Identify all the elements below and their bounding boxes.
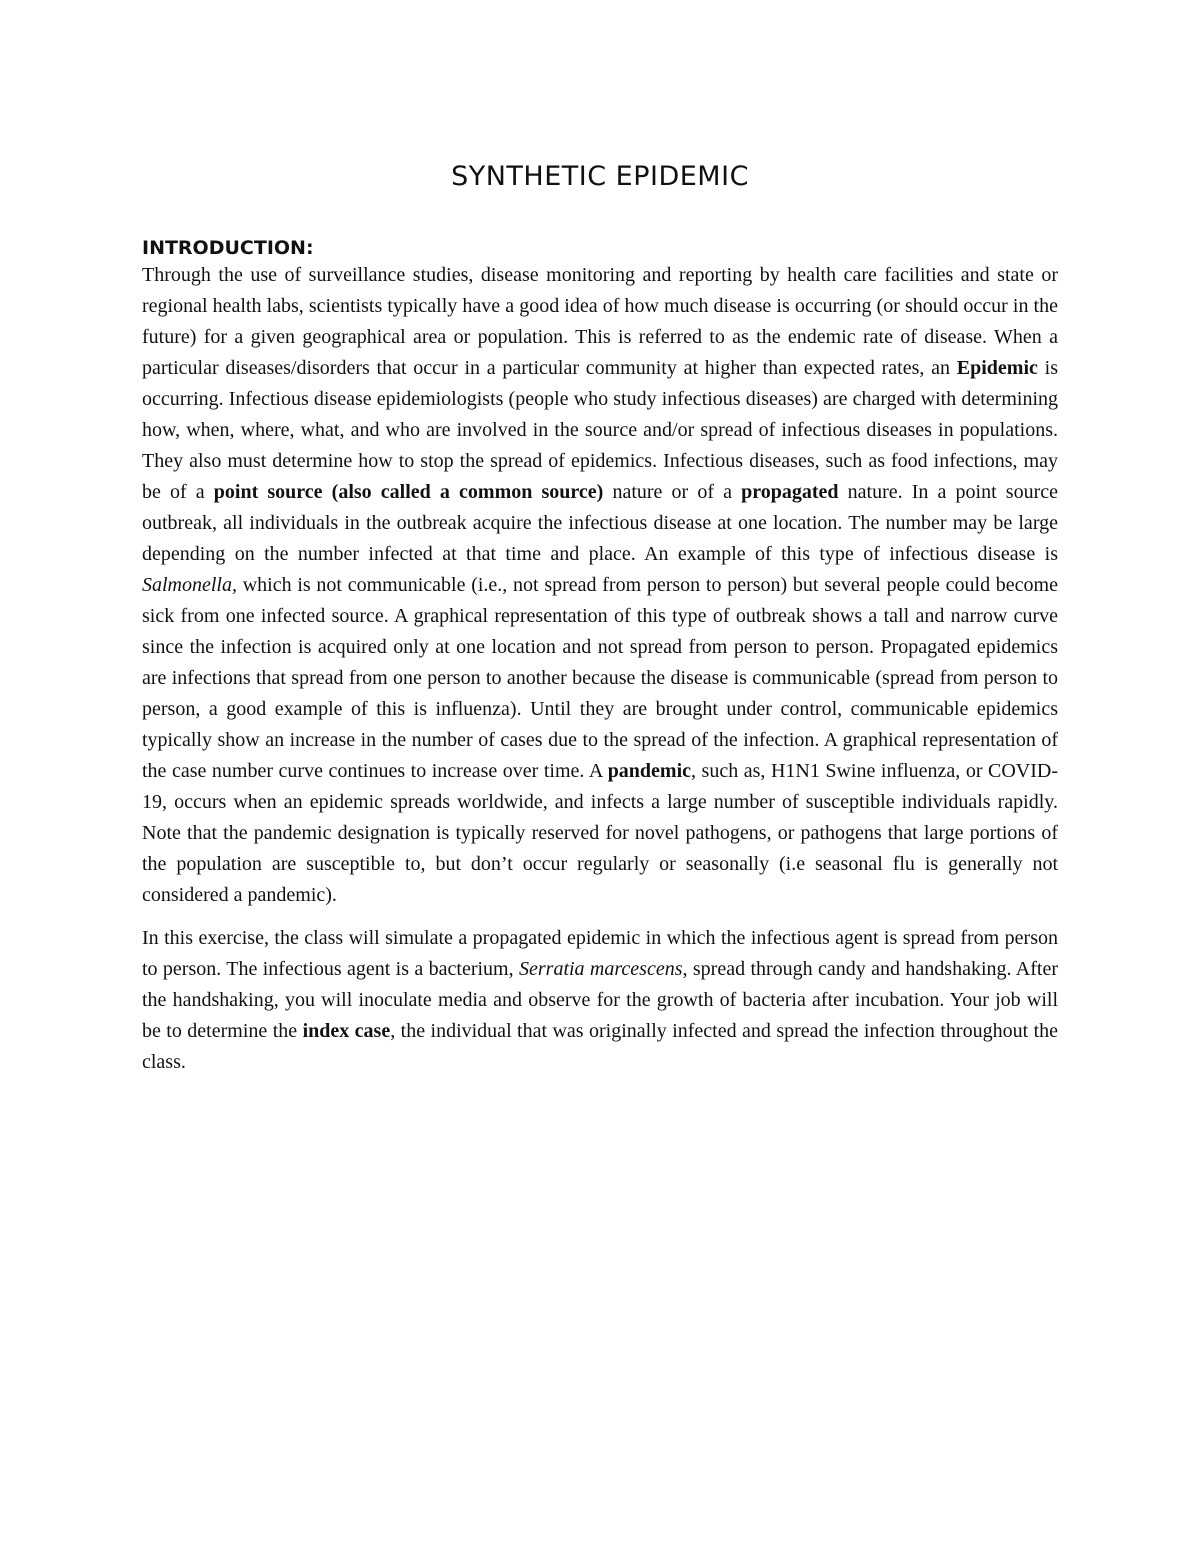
text-run: nature or of a [603, 481, 742, 503]
text-run: nature. In a point source outbreak, all individuals in the outbreak acquire the infectious disease at one location. The number may be large depending on the number infected at that time and place. An example of this type of infectious disease is [142, 481, 1058, 565]
bold-text-run: Epidemic [956, 357, 1038, 379]
italic-text-run: Salmonella, [142, 574, 237, 596]
page-title: SYNTHETIC EPIDEMIC [451, 161, 749, 192]
text-run: which is not communicable (i.e., not spread from person to person) but several people could become sick from one infected source. A graphical representation of this type of outbreak shows a tall and narrow curve since the infection is acquired only at one location and not spread from person to person. Propagated epidemics are infections that spread from one person to another because the disease is communicable (spread from person to person, a good example of this is influenza). Until they are brought under control, communicable epidemics typically show an increase in the number of cases due to the spread of the infection. A graphical representation of the case number curve continues to increase over time. A [142, 574, 1058, 782]
text-run: , such as, H1N1 Swine influenza, or COVID-19, occurs when an epidemic spreads worldwide, and infects a large number of susceptible individuals rapidly. Note that the pandemic designation is typically reserved for novel pathogens, or pathogens that large portions of the population are susceptible to, but don’t occur regularly or seasonally (i.e seasonal flu is generally not considered a pandemic). [142, 760, 1058, 906]
section-heading: INTRODUCTION: [142, 237, 314, 259]
bold-text-run: pandemic [607, 760, 692, 782]
bold-text-run: propagated [741, 481, 839, 503]
document-page [142, 158, 1058, 1078]
text-run: Through the use of surveillance studies, disease monitoring and reporting by health care facilities and state or regional health labs, scientists typically have a good idea of how much disease is occurring (or should occur in the future) for a given geographical area or population. This is referred to as the endemic rate of disease. When a particular diseases/disorders that occur in a particular community at higher than expected rates, an [142, 264, 1058, 379]
text-run: , the individual that was originally infected and spread the infection throughout the class. [142, 1020, 1059, 1073]
introduction-paragraph [142, 260, 1058, 911]
italic-text-run: Serratia marcescens [519, 958, 683, 980]
bold-text-run: point source (also called a common source) [213, 481, 604, 503]
exercise-paragraph [142, 923, 1058, 1078]
text-run: , spread through candy and handshaking. After the handshaking, you will inoculate media and observe for the growth of bacteria after incubation. Your job will be to determine the [142, 958, 1059, 1042]
text-run: is occurring. Infectious disease epidemiologists (people who study infectious diseases) are charged with determining how, when, where, what, and who are involved in the source and/or spread of infectious diseases in populations. They also must determine how to stop the spread of epidemics. Infectious diseases, such as food infections, may be of a [142, 357, 1058, 503]
text-run: In this exercise, the class will simulate a propagated epidemic in which the infectious agent is spread from person to person. The infectious agent is a bacterium, [142, 927, 1058, 980]
bold-text-run: index case [302, 1020, 391, 1042]
